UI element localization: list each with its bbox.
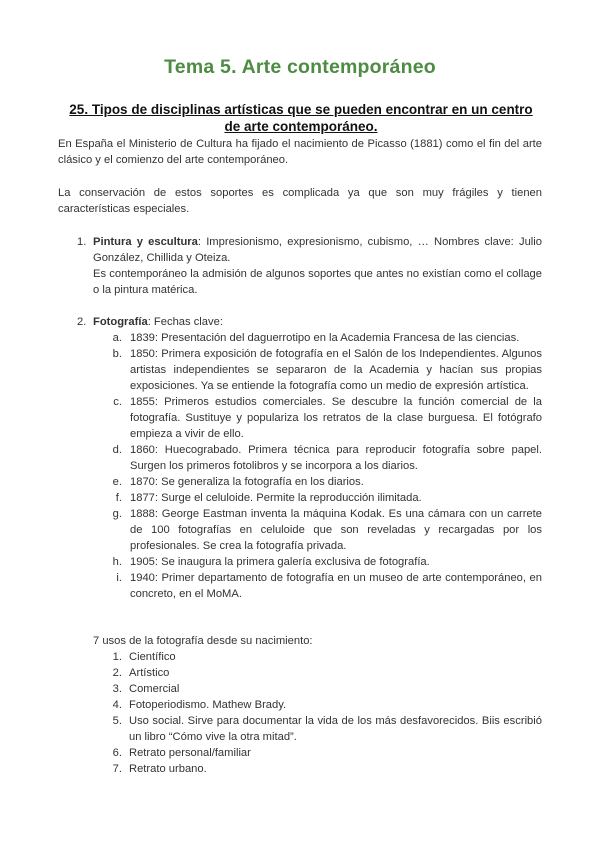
usos-heading: 7 usos de la fotografía desde su nacimiento: xyxy=(93,635,313,647)
uso-text: Científico xyxy=(129,651,176,663)
uso-list-item xyxy=(93,649,542,665)
section-heading: 25. Tipos de disciplinas artísticas que se pueden encontrar en un centro de arte contemporáneo. xyxy=(69,102,533,134)
list-item-label: Fotografía xyxy=(93,316,148,328)
uso-text: Retrato urbano. xyxy=(129,763,207,775)
list-number-1: 1. xyxy=(77,236,87,248)
list-item-text: : Impresionismo, expresionismo, cubismo, … Nombres clave: Julio González, Chillida y Oteiza. xyxy=(93,236,542,264)
sub-list-item xyxy=(93,474,542,490)
list-item-fotografia xyxy=(93,314,542,330)
list-item-pintura xyxy=(93,234,542,298)
uso-number: 6. xyxy=(112,747,122,759)
sub-item-text: 1850: Primera exposición de fotografía en el Salón de los Independientes. Algunos artistas independientes se separaron de la Academia y hacían sus propias exposiciones. Ya se entiende la fotografía como un medio de expresión artística. xyxy=(130,348,542,392)
sub-item-letter: e. xyxy=(112,476,122,488)
uso-list-item xyxy=(93,713,542,745)
sub-item-text: 1877: Surge el celuloide. Permite la reproducción ilimitada. xyxy=(130,492,422,504)
sub-list-item xyxy=(93,490,542,506)
sub-item-text: 1870: Se generaliza la fotografía en los diarios. xyxy=(130,476,364,488)
uso-text: Fotoperiodismo. Mathew Brady. xyxy=(129,699,287,711)
uso-number: 2. xyxy=(112,667,122,679)
uso-text: Comercial xyxy=(129,683,180,695)
sub-item-text: 1855: Primeros estudios comerciales. Se descubre la función comercial de la fotografía. Sustituye y populariza los retratos de la clase burguesa. El fotógrafo empieza a vivir de ello. xyxy=(130,396,542,440)
sub-item-letter: h. xyxy=(112,556,122,568)
sub-list-item xyxy=(93,394,542,442)
uso-number: 1. xyxy=(112,651,122,663)
uso-number: 7. xyxy=(112,763,122,775)
list-item-label: Pintura y escultura xyxy=(93,236,198,248)
sub-item-text: 1905: Se inaugura la primera galería exclusiva de fotografía. xyxy=(130,556,430,568)
uso-list-item xyxy=(93,697,542,713)
sub-item-letter: f. xyxy=(115,492,122,504)
uso-number: 5. xyxy=(112,715,122,727)
sub-item-text: 1839: Presentación del daguerrotipo en la Academia Francesa de las ciencias. xyxy=(130,332,520,344)
uso-text: Retrato personal/familiar xyxy=(129,747,251,759)
sub-list-item xyxy=(93,442,542,474)
intro-paragraph-2: La conservación de estos soportes es complicada ya que son muy frágiles y tienen características especiales. xyxy=(58,187,542,215)
sub-item-letter: i. xyxy=(116,572,122,584)
sub-item-text: 1940: Primer departamento de fotografía en un museo de arte contemporáneo, en concreto, en el MoMA. xyxy=(130,572,542,600)
page-title: Tema 5. Arte contemporáneo xyxy=(164,56,436,78)
sub-item-letter: b. xyxy=(112,348,122,360)
sub-list-item xyxy=(93,330,542,346)
sub-item-letter: a. xyxy=(112,332,122,344)
uso-text: Artístico xyxy=(129,667,170,679)
list-item-text-2: Es contemporáneo la admisión de algunos soportes que antes no existían como el collage o la pintura matérica. xyxy=(93,268,542,296)
uso-number: 4. xyxy=(112,699,122,711)
uso-text: Uso social. Sirve para documentar la vida de los más desfavorecidos. Biis escribió un libro “Cómo vive la otra mitad”. xyxy=(129,715,542,743)
sub-list-item xyxy=(93,346,542,394)
list-number-2: 2. xyxy=(77,316,87,328)
fechas-clave-list xyxy=(93,330,542,602)
uso-number: 3. xyxy=(112,683,122,695)
sub-item-letter: c. xyxy=(113,396,122,408)
sub-item-text: 1888: George Eastman inventa la máquina Kodak. Es una cámara con un carrete de 100 fotografías en celuloide que son reveladas y recargadas por los profesionales. Se crea la fotografía privada. xyxy=(130,508,542,552)
sub-item-letter: g. xyxy=(112,508,122,520)
uso-list-item xyxy=(93,745,542,761)
list-item-text: : Fechas clave: xyxy=(147,316,223,328)
uso-list-item xyxy=(93,681,542,697)
uso-list-item xyxy=(93,665,542,681)
sub-item-text: 1860: Huecograbado. Primera técnica para reproducir fotografía sobre papel. Surgen los primeros fotolibros y se incorpora a los diarios. xyxy=(130,444,542,472)
usos-list xyxy=(93,649,542,777)
uso-list-item xyxy=(93,761,542,777)
sub-list-item xyxy=(93,570,542,602)
sub-item-letter: d. xyxy=(112,444,122,456)
sub-list-item xyxy=(93,506,542,554)
intro-paragraph-1: En España el Ministerio de Cultura ha fijado el nacimiento de Picasso (1881) como el fin del arte clásico y el comienzo del arte contemporáneo. xyxy=(58,138,542,166)
sub-list-item xyxy=(93,554,542,570)
